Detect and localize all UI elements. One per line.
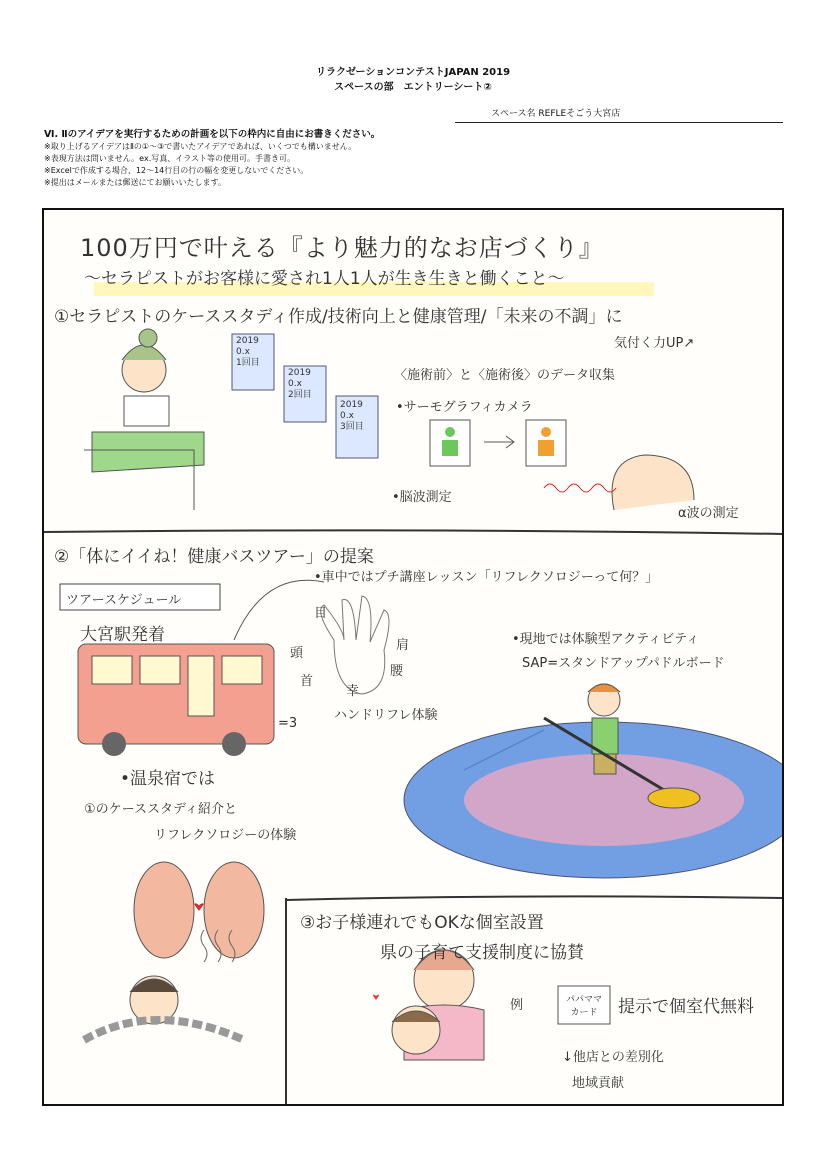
drawing-frame [42,208,784,1106]
onsen-label: •温泉宿では [120,769,216,789]
note-line: ※Excelで作成する場合、12～14行目の行の幅を変更しないでください。 [44,166,309,175]
card-session-2: 2019 0.x 2回目 [288,368,312,400]
card-benefit: 提示で個室代無料 [618,997,754,1017]
tour-schedule-label: ツアースケジュール [66,593,182,608]
equals-label: =3 [278,716,298,731]
hand-point-neck: 首 [300,674,314,689]
hand-point-waist: 腰 [390,664,404,679]
subline: ～セラピストがお客様に愛され1人1人が生き生きと働くこと～ [84,269,565,289]
card-session-1: 2019 0.x 1回目 [236,336,260,368]
bus-lecture-note: •車中ではプチ講座レッスン「リフレクソロジーって何？」 [314,570,659,585]
thermography-label: •サーモグラフィカメラ [396,400,533,415]
activity-label: •現地では体験型アクティビティ [512,632,700,647]
papamama-card: パパママ カード [565,995,602,1018]
hand-point-shoulder: 肩 [396,638,410,653]
card-session-3: 2019 0.x 3回目 [340,400,364,432]
data-collection: 〈施術前〉と〈施術後〉のデータ収集 [394,368,616,383]
onsen-case-study: ①のケーススタディ紹介と [84,802,237,817]
note-line: ※提出はメールまたは郵送にてお願いいたします。 [44,178,226,187]
alpha-wave-label: α波の測定 [678,506,739,521]
hand-reflex-label: ハンドリフレ体験 [334,708,438,723]
section3-title: ③お子様連れでもOKな個室設置 [300,913,544,933]
section1-title: ①セラピストのケーススタディ作成/技術向上と健康管理/「未来の不調」に [54,307,623,327]
hand-point-happy: 幸 [346,684,360,699]
sheet-subtitle: スペースの部 エントリーシート② [334,82,492,93]
instructions-heading: Ⅵ. Ⅱのアイデアを実行するための計画を以下の枠内に自由にお書きください。 [44,129,381,140]
note-line: ※表現方法は問いません。ex.写真、イラスト等の使用可。手書き可。 [44,154,295,163]
result-community: 地域貢献 [572,1076,625,1091]
onsen-reflex: リフレクソロジーの体験 [154,828,297,843]
hand-point-eye: 目 [314,606,328,621]
section3-support: 県の子育て支援制度に協賛 [380,943,584,963]
section1-title-cont: 気付く力UP↗ [614,336,695,351]
hand-point-head: 頭 [290,646,304,661]
sheet-title: リラクゼーションコンテストJAPAN 2019 [315,67,511,78]
instructions [44,129,380,189]
note-line: ※取り上げるアイデアはⅡの①～③で書いたアイデアであれば、いくつでも構いません。 [44,142,357,151]
example-label: 例 [510,998,524,1013]
result-differentiation: ↓他店との差別化 [562,1050,664,1065]
eeg-label: •脳波測定 [392,490,452,505]
store-name: スペース名 REFLEそごう大宮店 [455,106,783,123]
station-label: 大宮駅発着 [80,625,165,645]
sup-label: SAP=スタンドアップパドルボード [522,656,725,671]
headline: 100万円で叶える『より魅力的なお店づくり』 [80,234,604,262]
section2-title: ②「体にイイね！健康バスツアー」の提案 [54,547,374,567]
